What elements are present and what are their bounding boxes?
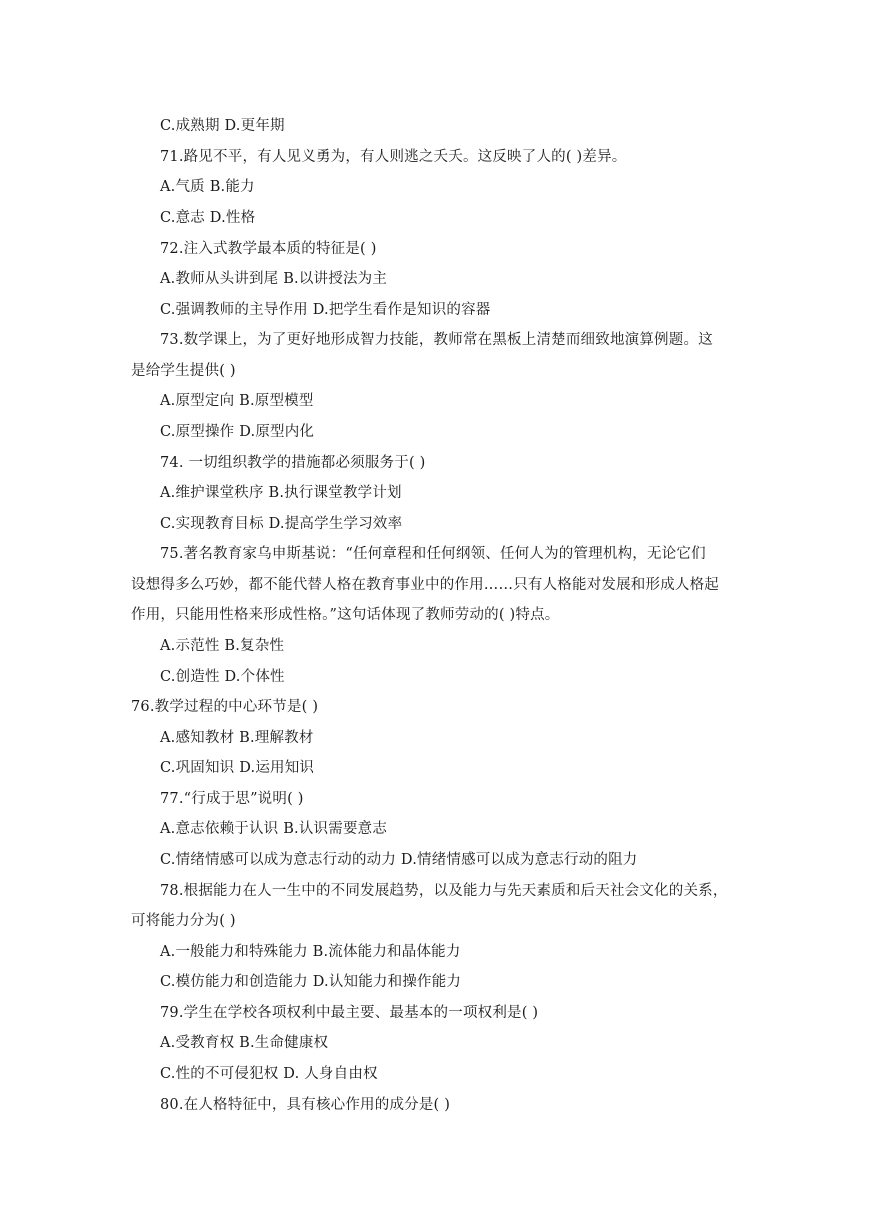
- option-line: C.原型操作 D.原型内化: [160, 424, 315, 440]
- option-line: C.强调教师的主导作用 D.把学生看作是知识的容器: [160, 302, 491, 318]
- option-line: A.示范性 B.复杂性: [160, 638, 285, 654]
- question-74: 74. 一切组织教学的措施都必须服务于( ): [160, 455, 426, 471]
- question-77: 77.“行成于思”说明( ): [160, 791, 304, 807]
- option-line: C.实现教育目标 D.提高学生学习效率: [160, 516, 403, 532]
- question-78: 78.根据能力在人一生中的不同发展趋势，以及能力与先天素质和后天社会文化的关系，: [160, 883, 728, 899]
- question-75-continued: 设想得多么巧妙，都不能代替人格在教育事业中的作用……只有人格能对发展和形成人格起: [131, 577, 719, 593]
- question-76: 76.教学过程的中心环节是( ): [131, 699, 319, 715]
- option-line: C.性的不可侵犯权 D. 人身自由权: [160, 1066, 378, 1082]
- question-71: 71.路见不平，有人见义勇为，有人则逃之夭夭。这反映了人的( )差异。: [160, 149, 627, 165]
- question-73: 73.数学课上，为了更好地形成智力技能，教师常在黑板上清楚而细致地演算例题。这: [160, 332, 713, 348]
- option-line: A.感知教材 B.理解教材: [160, 730, 314, 746]
- option-line: A.原型定向 B.原型模型: [160, 393, 314, 409]
- question-72: 72.注入式教学最本质的特征是( ): [160, 241, 377, 257]
- question-78-continued: 可将能力分为( ): [131, 913, 236, 929]
- option-line: A.意志依赖于认识 B.认识需要意志: [160, 821, 388, 837]
- question-73-continued: 是给学生提供( ): [131, 363, 236, 379]
- question-75: 75.著名教育家乌申斯基说：“任何章程和任何纲领、任何人为的管理机构，无论它们: [160, 546, 706, 562]
- option-line: C.巩固知识 D.运用知识: [160, 760, 315, 776]
- option-line: C.模仿能力和创造能力 D.认知能力和操作能力: [160, 974, 462, 990]
- option-line: C.意志 D.性格: [160, 210, 256, 226]
- option-line: C.创造性 D.个体性: [160, 669, 285, 685]
- option-line: A.一般能力和特殊能力 B.流体能力和晶体能力: [160, 944, 461, 960]
- question-80: 80.在人格特征中，具有核心作用的成分是( ): [160, 1097, 451, 1113]
- question-79: 79.学生在学校各项权利中最主要、最基本的一项权利是( ): [160, 1005, 539, 1021]
- option-line: C.情绪情感可以成为意志行动的动力 D.情绪情感可以成为意志行动的阻力: [160, 852, 638, 868]
- option-line: A.教师从头讲到尾 B.以讲授法为主: [160, 271, 388, 287]
- option-line: A.气质 B.能力: [160, 179, 255, 195]
- option-line: C.成熟期 D.更年期: [160, 118, 285, 134]
- option-line: A.受教育权 B.生命健康权: [160, 1035, 329, 1051]
- question-75-continued: 作用，只能用性格来形成性格。”这句话体现了教师劳动的( )特点。: [131, 607, 560, 623]
- option-line: A.维护课堂秩序 B.执行课堂教学计划: [160, 485, 402, 501]
